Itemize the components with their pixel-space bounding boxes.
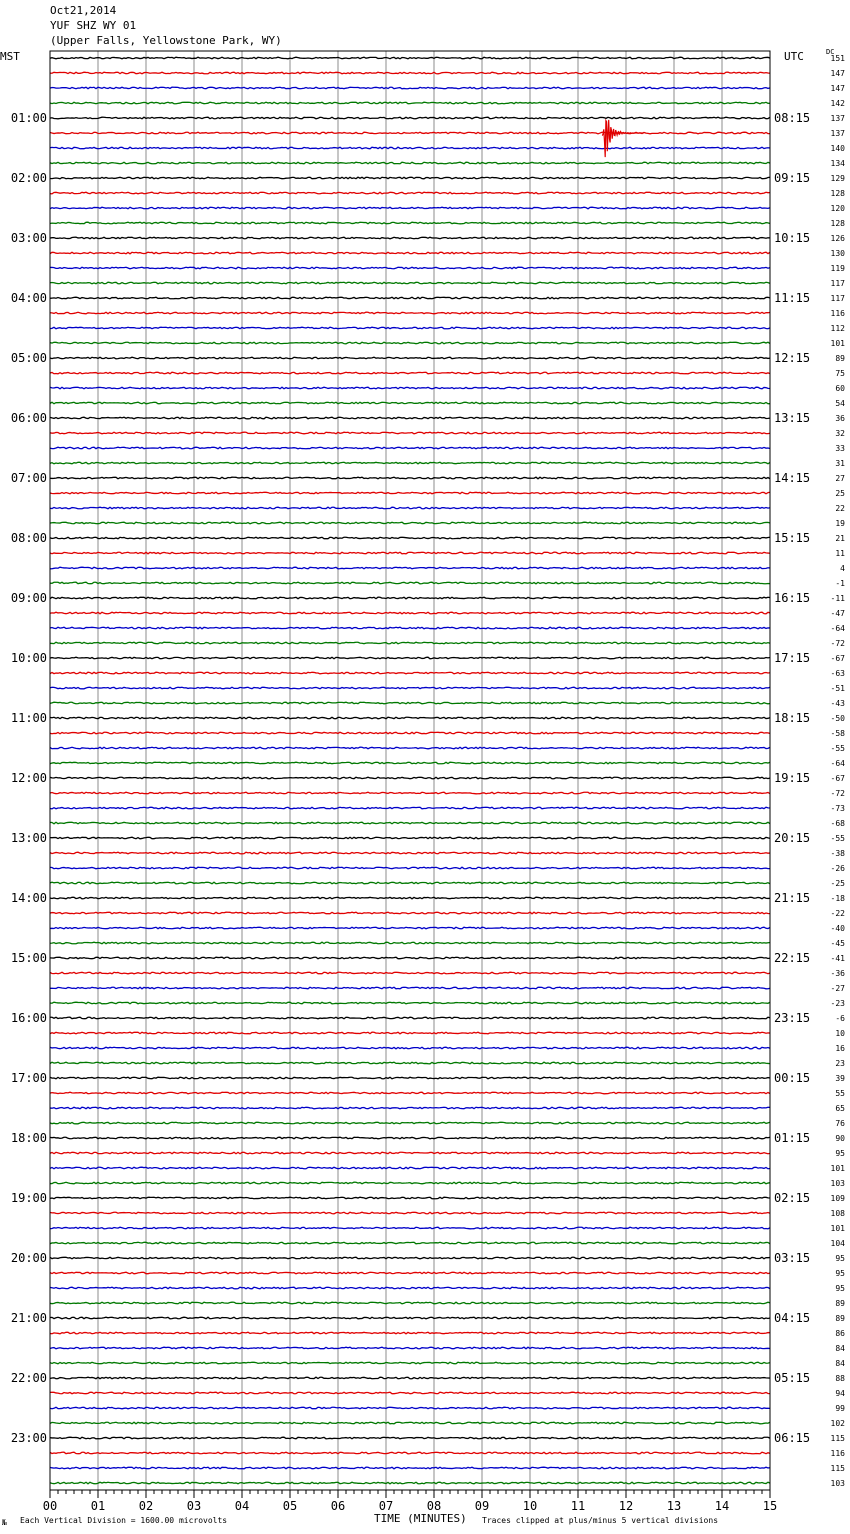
trace-row-50 (50, 807, 770, 809)
utc-hour-label: 22:15 (774, 951, 811, 965)
mst-hour-label: 04:00 (10, 291, 47, 305)
dc-offset-label: -67 (830, 654, 845, 663)
mst-hour-label: 14:00 (10, 891, 47, 905)
trace-row-88 (50, 1377, 770, 1379)
dc-offset-label: 137 (830, 114, 845, 123)
dc-offset-label: -11 (830, 594, 845, 603)
dc-offset-label: -73 (830, 804, 845, 813)
dc-offset-label: -27 (830, 984, 845, 993)
trace-row-56 (50, 897, 770, 899)
utc-hour-label: 09:15 (774, 171, 811, 185)
trace-row-72 (50, 1137, 770, 1139)
trace-row-47 (50, 762, 770, 764)
dc-offset-label: 84 (835, 1359, 845, 1368)
trace-row-39 (50, 642, 770, 644)
trace-row-92 (50, 1437, 770, 1439)
dc-offset-label: 19 (835, 519, 845, 528)
utc-hour-label: 15:15 (774, 531, 811, 545)
mst-hour-label: 18:00 (10, 1131, 47, 1145)
x-tick-label: 12 (618, 1499, 634, 1513)
mst-hour-label: 21:00 (10, 1311, 47, 1325)
dc-offset-label: -67 (830, 774, 845, 783)
trace-row-95 (50, 1482, 770, 1484)
dc-offset-label: -55 (830, 744, 845, 753)
x-tick-label: 09 (474, 1499, 490, 1513)
trace-row-22 (50, 387, 770, 389)
dc-offset-label: 88 (835, 1374, 845, 1383)
dc-offset-label: 89 (835, 354, 845, 363)
utc-hour-label: 02:15 (774, 1191, 811, 1205)
trace-row-44 (50, 717, 770, 719)
dc-offset-label: 104 (830, 1239, 845, 1248)
trace-row-34 (50, 567, 770, 569)
dc-offset-label: 140 (830, 144, 845, 153)
trace-row-86 (50, 1347, 770, 1349)
trace-row-83 (50, 1302, 770, 1304)
trace-row-8 (50, 177, 770, 179)
trace-row-62 (50, 987, 770, 989)
trace-row-33 (50, 552, 770, 554)
trace-row-17 (50, 312, 770, 314)
trace-row-71 (50, 1122, 770, 1124)
mst-hour-label: 05:00 (10, 351, 47, 365)
dc-offset-label: 89 (835, 1299, 845, 1308)
dc-offset-label: 65 (835, 1104, 845, 1113)
dc-offset-label: 137 (830, 129, 845, 138)
dc-offset-label: 22 (835, 504, 845, 513)
dc-offset-label: -22 (830, 909, 845, 918)
utc-hour-label: 18:15 (774, 711, 811, 725)
trace-row-79 (50, 1242, 770, 1244)
trace-row-30 (50, 507, 770, 509)
trace-row-6 (50, 147, 770, 149)
x-tick-label: 04 (234, 1499, 250, 1513)
utc-hour-label: 19:15 (774, 771, 811, 785)
x-tick-label: 11 (570, 1499, 586, 1513)
utc-hour-labels (774, 111, 810, 1445)
dc-offset-label: 119 (830, 264, 845, 273)
dc-offset-label: 134 (830, 159, 845, 168)
dc-offset-label: -18 (830, 894, 845, 903)
trace-row-87 (50, 1362, 770, 1364)
event-burst-0 (602, 120, 643, 157)
x-tick-label: 15 (762, 1499, 778, 1513)
station-location: (Upper Falls, Yellowstone Park, WY) (50, 34, 282, 47)
dc-offset-label: -38 (830, 849, 845, 858)
dc-offset-label: -50 (830, 714, 845, 723)
x-tick-label: 07 (378, 1499, 394, 1513)
dc-offset-label: 54 (835, 399, 845, 408)
trace-row-23 (50, 402, 770, 404)
x-tick-label: 02 (138, 1499, 154, 1513)
trace-row-35 (50, 582, 770, 584)
dc-offset-column (831, 54, 846, 1488)
trace-row-10 (50, 207, 770, 209)
trace-row-76 (50, 1197, 770, 1199)
trace-row-0 (50, 57, 770, 59)
x-tick-label: 10 (522, 1499, 538, 1513)
trace-row-78 (50, 1227, 770, 1229)
x-tick-label: 05 (282, 1499, 298, 1513)
dc-offset-label: 36 (835, 414, 845, 423)
mst-hour-label: 09:00 (10, 591, 47, 605)
trace-row-28 (50, 477, 770, 479)
trace-row-16 (50, 297, 770, 299)
utc-hour-label: 03:15 (774, 1251, 811, 1265)
utc-hour-label: 00:15 (774, 1071, 811, 1085)
trace-row-49 (50, 792, 770, 794)
trace-row-31 (50, 522, 770, 524)
trace-row-18 (50, 327, 770, 329)
x-tick-label: 03 (186, 1499, 202, 1513)
dc-offset-label: 116 (830, 309, 845, 318)
trace-row-58 (50, 927, 770, 929)
dc-offset-label: 128 (830, 219, 845, 228)
utc-hour-label: 08:15 (774, 111, 811, 125)
dc-offset-label: 76 (835, 1119, 845, 1128)
utc-hour-label: 14:15 (774, 471, 811, 485)
utc-hour-label: 01:15 (774, 1131, 811, 1145)
dc-offset-label: 115 (830, 1464, 845, 1473)
mst-hour-label: 16:00 (10, 1011, 47, 1025)
dc-offset-label: 23 (835, 1059, 845, 1068)
left-timezone-label: MST (0, 50, 20, 63)
trace-row-59 (50, 942, 770, 944)
trace-row-9 (50, 192, 770, 194)
dc-offset-label: 27 (835, 474, 845, 483)
dc-offset-label: 103 (830, 1479, 845, 1488)
x-tick-label: 01 (90, 1499, 106, 1513)
dc-offset-label: -45 (830, 939, 845, 948)
mst-hour-label: 22:00 (10, 1371, 47, 1385)
x-tick-label: 14 (714, 1499, 730, 1513)
mst-hour-label: 01:00 (10, 111, 47, 125)
trace-row-29 (50, 492, 770, 494)
trace-row-43 (50, 702, 770, 704)
mst-hour-label: 17:00 (10, 1071, 47, 1085)
trace-row-69 (50, 1092, 770, 1094)
dc-offset-label: 33 (835, 444, 845, 453)
dc-offset-label: -23 (830, 999, 845, 1008)
trace-row-25 (50, 432, 770, 434)
mst-hour-label: 11:00 (10, 711, 47, 725)
trace-row-53 (50, 852, 770, 854)
trace-row-74 (50, 1167, 770, 1169)
dc-offset-label: -25 (830, 879, 845, 888)
dc-offset-label: 101 (830, 339, 845, 348)
dc-offset-label: 117 (830, 294, 845, 303)
trace-row-45 (50, 732, 770, 734)
trace-row-73 (50, 1152, 770, 1154)
trace-row-93 (50, 1452, 770, 1454)
mst-hour-label: 02:00 (10, 171, 47, 185)
dc-offset-label: 120 (830, 204, 845, 213)
dc-offset-label: -72 (830, 789, 845, 798)
utc-hour-label: 23:15 (774, 1011, 811, 1025)
mst-hour-label: 06:00 (10, 411, 47, 425)
dc-offset-label: -64 (830, 759, 845, 768)
dc-offset-label: 31 (835, 459, 845, 468)
mst-hour-label: 03:00 (10, 231, 47, 245)
utc-hour-label: 12:15 (774, 351, 811, 365)
trace-row-90 (50, 1407, 770, 1409)
dc-offset-label: 39 (835, 1074, 845, 1083)
dc-offset-label: -72 (830, 639, 845, 648)
dc-offset-label: 147 (830, 69, 845, 78)
trace-row-54 (50, 867, 770, 869)
trace-row-94 (50, 1467, 770, 1469)
dc-offset-label: 11 (835, 549, 845, 558)
dc-offset-label: 117 (830, 279, 845, 288)
dc-offset-label: 95 (835, 1254, 845, 1263)
utc-hour-label: 05:15 (774, 1371, 811, 1385)
dc-offset-label: 86 (835, 1329, 845, 1338)
dc-offset-label: -40 (830, 924, 845, 933)
trace-row-26 (50, 447, 770, 449)
trace-row-57 (50, 912, 770, 914)
dc-offset-label: 126 (830, 234, 845, 243)
dc-offset-label: 130 (830, 249, 845, 258)
trace-row-51 (50, 822, 770, 824)
station-code: YUF SHZ WY 01 (50, 19, 137, 32)
trace-row-61 (50, 972, 770, 974)
trace-row-36 (50, 597, 770, 599)
corner-mark: № (2, 1518, 7, 1527)
utc-hour-label: 17:15 (774, 651, 811, 665)
x-tick-label: 13 (666, 1499, 682, 1513)
trace-row-38 (50, 627, 770, 629)
dc-offset-label: -26 (830, 864, 845, 873)
dc-offset-label: 115 (830, 1434, 845, 1443)
mst-hour-label: 13:00 (10, 831, 47, 845)
dc-offset-label: 101 (830, 1224, 845, 1233)
dc-offset-label: -1 (835, 579, 845, 588)
trace-row-52 (50, 837, 770, 839)
dc-offset-label: 84 (835, 1344, 845, 1353)
mst-hour-label: 10:00 (10, 651, 47, 665)
trace-row-2 (50, 87, 770, 89)
dc-offset-label: -58 (830, 729, 845, 738)
dc-offset-label: 89 (835, 1314, 845, 1323)
trace-row-66 (50, 1047, 770, 1049)
trace-row-55 (50, 882, 770, 884)
trace-row-5 (50, 132, 770, 134)
trace-row-46 (50, 747, 770, 749)
x-tick-label: 00 (42, 1499, 58, 1513)
dc-offset-label: -55 (830, 834, 845, 843)
dc-offset-label: -43 (830, 699, 845, 708)
dc-offset-label: 10 (835, 1029, 845, 1038)
dc-offset-label: 4 (840, 564, 845, 573)
trace-row-80 (50, 1257, 770, 1259)
trace-row-68 (50, 1077, 770, 1079)
trace-row-1 (50, 72, 770, 74)
dc-offset-label: -63 (830, 669, 845, 678)
trace-row-37 (50, 612, 770, 614)
utc-hour-label: 16:15 (774, 591, 811, 605)
dc-offset-label: -64 (830, 624, 845, 633)
trace-row-82 (50, 1287, 770, 1289)
dc-offset-label: -47 (830, 609, 845, 618)
utc-hour-label: 13:15 (774, 411, 811, 425)
trace-row-4 (50, 117, 770, 119)
trace-row-15 (50, 282, 770, 284)
mst-hour-label: 08:00 (10, 531, 47, 545)
scale-note: Each Vertical Division = 1600.00 microvolts (20, 1516, 228, 1525)
dc-offset-label: -36 (830, 969, 845, 978)
trace-row-89 (50, 1392, 770, 1394)
dc-offset-label: 95 (835, 1149, 845, 1158)
trace-row-75 (50, 1182, 770, 1184)
dc-offset-label: 147 (830, 84, 845, 93)
dc-offset-label: -68 (830, 819, 845, 828)
dc-offset-label: 142 (830, 99, 845, 108)
trace-row-91 (50, 1422, 770, 1424)
utc-hour-label: 20:15 (774, 831, 811, 845)
dc-offset-label: 108 (830, 1209, 845, 1218)
trace-row-40 (50, 657, 770, 659)
dc-offset-label: 101 (830, 1164, 845, 1173)
trace-row-11 (50, 222, 770, 224)
dc-offset-label: 90 (835, 1134, 845, 1143)
x-axis-title: TIME (MINUTES) (374, 1512, 467, 1525)
trace-row-60 (50, 957, 770, 959)
dc-offset-label: 95 (835, 1269, 845, 1278)
utc-hour-label: 04:15 (774, 1311, 811, 1325)
trace-row-21 (50, 372, 770, 374)
dc-offset-label: 151 (830, 54, 845, 63)
dc-offset-label: 75 (835, 369, 845, 378)
utc-hour-label: 21:15 (774, 891, 811, 905)
trace-row-3 (50, 102, 770, 104)
dc-offset-label: 109 (830, 1194, 845, 1203)
trace-row-24 (50, 417, 770, 419)
x-tick-label: 06 (330, 1499, 346, 1513)
utc-hour-label: 10:15 (774, 231, 811, 245)
mst-hour-label: 15:00 (10, 951, 47, 965)
trace-row-12 (50, 237, 770, 239)
trace-row-7 (50, 162, 770, 164)
trace-row-27 (50, 462, 770, 464)
dc-offset-label: 95 (835, 1284, 845, 1293)
dc-offset-label: 103 (830, 1179, 845, 1188)
dc-offset-label: -41 (830, 954, 845, 963)
dc-offset-label: 21 (835, 534, 845, 543)
trace-row-14 (50, 267, 770, 269)
plot-date: Oct21,2014 (50, 4, 117, 17)
clip-note: Traces clipped at plus/minus 5 vertical divisions (482, 1516, 719, 1525)
dc-offset-label: -6 (835, 1014, 845, 1023)
mst-hour-label: 12:00 (10, 771, 47, 785)
dc-offset-label: 129 (830, 174, 845, 183)
trace-row-13 (50, 252, 770, 254)
trace-row-65 (50, 1032, 770, 1034)
mst-hour-label: 23:00 (10, 1431, 47, 1445)
trace-row-20 (50, 357, 770, 359)
trace-row-85 (50, 1332, 770, 1334)
mst-hour-labels (11, 111, 47, 1445)
trace-row-67 (50, 1062, 770, 1064)
dc-offset-label: 55 (835, 1089, 845, 1098)
right-timezone-label: UTC (784, 50, 804, 63)
dc-offset-label: 112 (830, 324, 845, 333)
dc-offset-label: 25 (835, 489, 845, 498)
trace-row-84 (50, 1317, 770, 1319)
x-tick-label: 08 (426, 1499, 442, 1513)
trace-row-70 (50, 1107, 770, 1109)
dc-offset-label: 16 (835, 1044, 845, 1053)
dc-offset-label: 60 (835, 384, 845, 393)
trace-row-41 (50, 672, 770, 674)
utc-hour-label: 06:15 (774, 1431, 811, 1445)
dc-offset-label: 94 (835, 1389, 845, 1398)
dc-offset-label: -51 (830, 684, 845, 693)
trace-row-81 (50, 1272, 770, 1274)
trace-row-48 (50, 777, 770, 779)
trace-row-32 (50, 537, 770, 539)
mst-hour-label: 20:00 (10, 1251, 47, 1265)
dc-offset-label: 99 (835, 1404, 845, 1413)
dc-offset-label: 128 (830, 189, 845, 198)
trace-row-63 (50, 1002, 770, 1004)
time-axis (43, 1490, 777, 1513)
seismic-traces (50, 57, 770, 1484)
dc-offset-label: 102 (830, 1419, 845, 1428)
trace-row-77 (50, 1212, 770, 1214)
dc-column-header: DC (826, 48, 835, 56)
trace-row-64 (50, 1017, 770, 1019)
mst-hour-label: 07:00 (10, 471, 47, 485)
utc-hour-label: 11:15 (774, 291, 811, 305)
dc-offset-label: 32 (835, 429, 845, 438)
trace-row-42 (50, 687, 770, 689)
trace-row-19 (50, 342, 770, 344)
mst-hour-label: 19:00 (10, 1191, 47, 1205)
dc-offset-label: 116 (830, 1449, 845, 1458)
